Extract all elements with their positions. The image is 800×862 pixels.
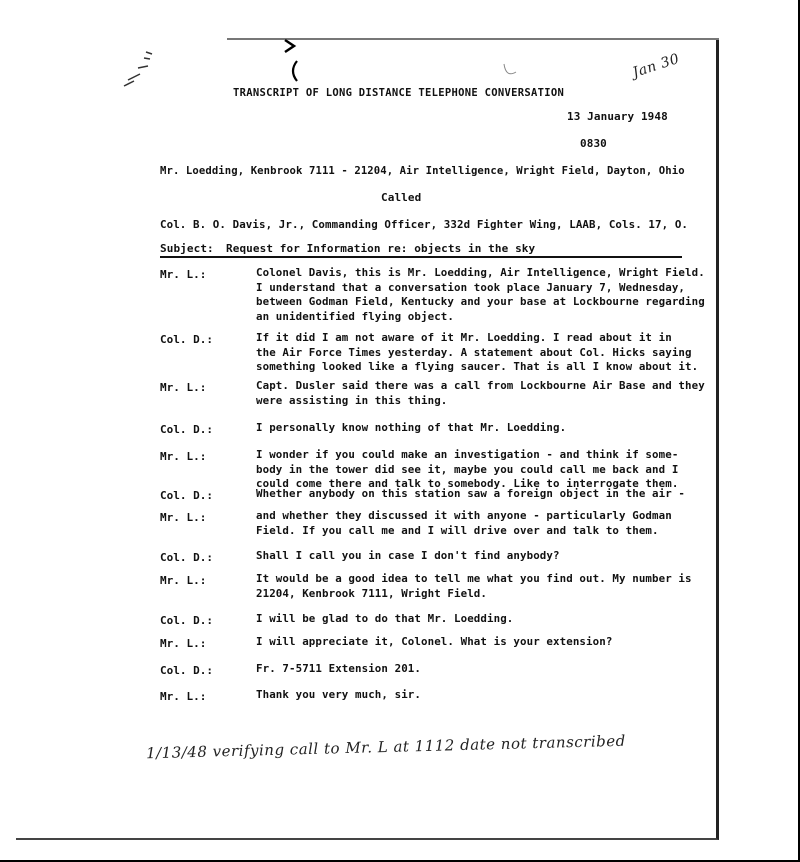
subject-label: Subject: [160,242,214,255]
document-date: 13 January 1948 [567,110,668,123]
transcript-line: Fr. 7-5711 Extension 201. [256,662,422,675]
document-time: 0830 [580,137,607,150]
chevron-right-icon [282,38,298,54]
transcript-line: body in the tower did see it, maybe you could call me back and I [256,462,679,476]
transcript-line: Capt. Dusler said there was a call from Lockbourne Air Base and they [256,379,705,392]
transcript-line: Shall I call you in case I don't find anybody? [256,549,560,562]
margin-note: Jan 30 [630,50,682,82]
transcript-line: 21204, Kenbrook 7111, Wright Field. [256,586,488,600]
speaker-label: Mr. L.: [160,268,207,281]
speaker-label: Col. D.: [160,423,213,436]
called-label: Called [381,191,422,204]
speaker-label: Col. D.: [160,489,213,502]
document-title: TRANSCRIPT OF LONG DISTANCE TELEPHONE CONVERSATION [233,87,565,99]
speaker-label: Mr. L.: [160,450,207,463]
transcript-line: could come there and talk to somebody. Like to interrogate them. [256,477,679,490]
speaker-label: Col. D.: [160,614,213,627]
transcript-line: It would be a good idea to tell me what you find out. My number is [256,572,692,585]
paren-mark-icon [286,60,300,82]
subject-underline [160,256,682,258]
speaker-label: Col. D.: [160,664,213,677]
page-frame [16,38,719,840]
handwritten-note: 1/13/48 verifying call to Mr. L at 1112 date not transcribed [145,731,626,763]
transcript-line: I wonder if you could make an investigation - and think if some- [256,448,679,461]
transcript-line: were assisting in this thing. [256,393,448,407]
caller-line: Mr. Loedding, Kenbrook 7111 - 21204, Air Intelligence, Wright Field, Dayton, Ohio [160,165,685,177]
subject-text: Request for Information re: objects in the sky [226,242,536,255]
transcript-line: I understand that a conversation took place January 7, Wednesday, [256,280,686,294]
speaker-label: Mr. L.: [160,574,207,587]
transcript-line: I personally know nothing of that Mr. Loedding. [256,421,567,434]
transcript-line: Whether anybody on this station saw a foreign object in the air - [256,487,686,500]
transcript-line: Field. If you call me and I will drive over and talk to them. [256,523,659,537]
speaker-label: Mr. L.: [160,690,207,703]
transcript-line: Colonel Davis, this is Mr. Loedding, Air Intelligence, Wright Field. [256,266,705,279]
transcript-line: something looked like a flying saucer. That is all I know about it. [256,360,699,373]
speaker-label: Mr. L.: [160,511,207,524]
transcript-line: If it did I am not aware of it Mr. Loedding. I read about it in [256,331,672,344]
callee-line: Col. B. O. Davis, Jr., Commanding Officer, 332d Fighter Wing, LAAB, Cols. 17, O. [160,218,689,231]
speaker-label: Col. D.: [160,551,213,564]
speaker-label: Mr. L.: [160,637,207,650]
speaker-label: Col. D.: [160,333,213,346]
transcript-line: I will appreciate it, Colonel. What is your extension? [256,635,613,648]
speaker-label: Mr. L.: [160,381,207,394]
transcript-line: between Godman Field, Kentucky and your base at Lockbourne regarding [256,295,705,308]
transcript-line: the Air Force Times yesterday. A statement about Col. Hicks saying [256,345,692,359]
transcript-line: I will be glad to do that Mr. Loedding. [256,612,514,625]
transcript-line: an unidentified flying object. [256,309,455,323]
arc-mark-icon [500,62,522,80]
transcript-line: and whether they discussed it with anyone - particularly Godman [256,509,672,522]
transcript-line: Thank you very much, sir. [256,688,422,701]
scan-mark-icon [118,48,158,88]
